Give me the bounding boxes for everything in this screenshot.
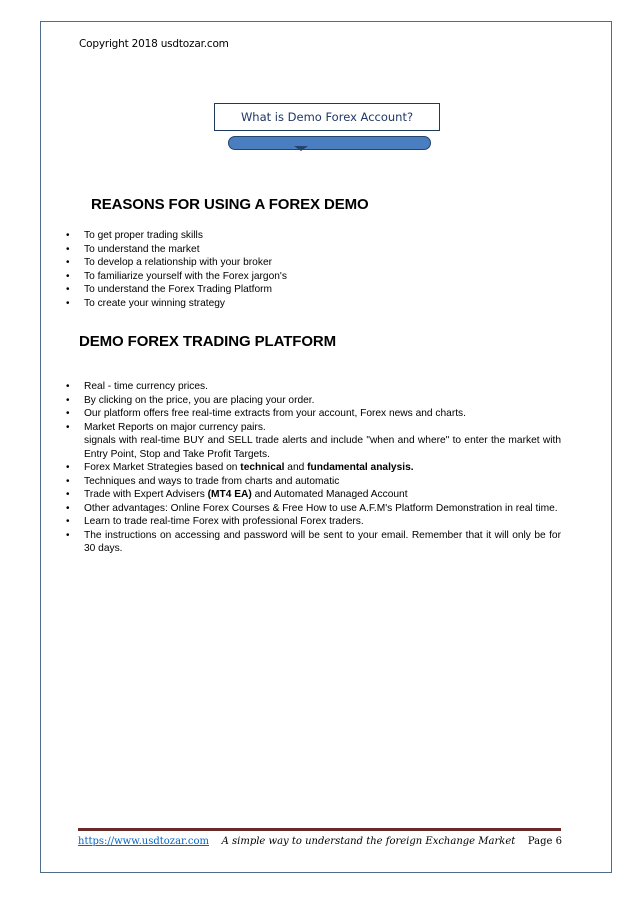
- list-item-subtext: signals with real-time BUY and SELL trade alerts and include "when and where" to enter the market with Entry Point, Stop and Take Profit Targets.: [84, 435, 561, 460]
- title-box: What is Demo Forex Account?: [214, 103, 440, 131]
- list-item: • To understand the market: [66, 243, 546, 257]
- list-item-text: Trade with Expert Advisers: [84, 489, 208, 500]
- reasons-list: [66, 229, 546, 310]
- list-item-text: and Automated Managed Account: [251, 489, 408, 500]
- bold-term-mt4: (MT4 EA): [207, 489, 252, 500]
- footer-tagline: A simple way to understand the foreign Exchange Market: [221, 836, 516, 847]
- footer: [78, 836, 562, 847]
- list-item: • To familiarize yourself with the Forex jargon's: [66, 270, 546, 284]
- bold-term-technical: technical: [240, 462, 285, 473]
- list-item-text: Market Reports on major currency pairs.: [84, 421, 266, 433]
- copyright-header: Copyright 2018 usdtozar.com: [79, 38, 229, 50]
- page-number: Page 6: [527, 836, 562, 847]
- list-item: • Our platform offers free real-time extracts from your account, Forex news and charts.: [66, 407, 561, 421]
- list-item: [66, 421, 561, 462]
- list-item: • Other advantages: Online Forex Courses & Free How to use A.F.M's Platform Demonstration in real time.: [66, 502, 561, 516]
- list-item: • Techniques and ways to trade from charts and automatic: [66, 475, 561, 489]
- list-item: [66, 461, 561, 475]
- section-heading-demo-platform: DEMO FOREX TRADING PLATFORM: [79, 333, 337, 350]
- section-heading-reasons: REASONS FOR USING A FOREX DEMO: [91, 196, 369, 213]
- list-item: • To develop a relationship with your broker: [66, 256, 546, 270]
- decorative-pill-shape: [228, 136, 431, 150]
- list-item: • To create your winning strategy: [66, 297, 546, 311]
- demo-platform-list: [66, 380, 561, 556]
- list-item: • By clicking on the price, you are placing your order.: [66, 394, 561, 408]
- list-item-text: and: [284, 462, 308, 473]
- list-item: • Learn to trade real-time Forex with professional Forex traders.: [66, 515, 561, 529]
- list-item: • Real - time currency prices.: [66, 380, 561, 394]
- list-item: • To get proper trading skills: [66, 229, 546, 243]
- pill-arrow-icon: [294, 146, 308, 151]
- list-item: [66, 488, 561, 502]
- list-item-text: Forex Market Strategies based on: [84, 462, 241, 473]
- list-item: • The instructions on accessing and password will be sent to your email. Remember that it will only be for 30 days.: [66, 529, 561, 556]
- bold-term-fundamental: fundamental analysis.: [307, 462, 414, 473]
- list-item: • To understand the Forex Trading Platform: [66, 283, 546, 297]
- footer-website-link[interactable]: https://www.usdtozar.com: [78, 836, 209, 847]
- footer-divider: [78, 828, 561, 831]
